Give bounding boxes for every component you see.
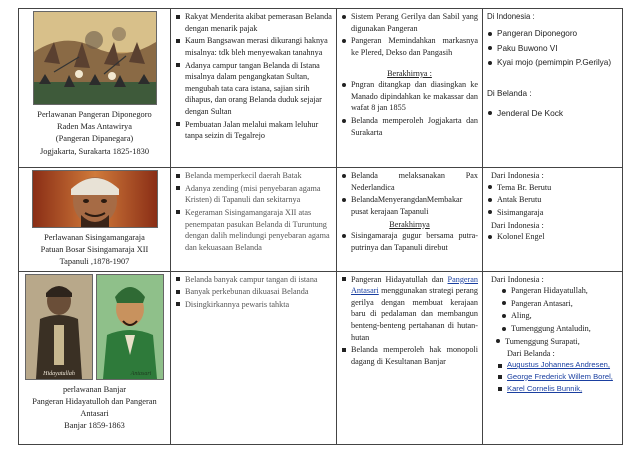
resistance-table (18, 8, 623, 445)
list-item: Disingkirkannya pewaris tahkta (175, 299, 332, 311)
list-item (497, 372, 618, 383)
events-cell (337, 9, 483, 168)
list-item: Rakyat Menderita akibat pemerasan Belanda dengan menarik pajak (175, 11, 332, 34)
hidayatullah-portrait (25, 274, 93, 380)
list-item (497, 360, 618, 371)
caption-line: Pangeran Hidayatulloh dan Pangeran Antasari (32, 396, 157, 418)
list-item: Tema Br. Berutu (487, 182, 618, 194)
list-item: Antak Berutu (487, 194, 618, 206)
list-item: Belanda memperoleh hak monopoli dagang di Kesultanan Banjar (341, 344, 478, 367)
list-item: Banyak perkebunan dikuasai Belanda (175, 286, 332, 298)
figures-heading: Dari Indonesia : (491, 220, 544, 230)
list-item (497, 384, 618, 395)
caption-line: Jogjakarta, Surakarta 1825-1830 (39, 146, 150, 156)
list-item: Sisimangaraja (487, 207, 618, 219)
list-item: Sistem Perang Gerilya dan Sabil yang digunakan Pangeran (341, 11, 478, 34)
list-item: Tumenggung Antaludin, (501, 323, 618, 335)
row-caption (23, 109, 166, 158)
event-text: Pangeran Hidayatullah dan (351, 274, 448, 284)
list-item: Kegeraman Sisingamangaraja XII atas penempatan pasukan Belanda di Turuntung dengan dalih melindungi penyebaran agama dan kekuasaan Belanda (175, 207, 332, 254)
caption-line: Raden Mas Antawirya (57, 122, 132, 132)
list-item: Sisingamaraja gugur bersama putra-putrinya dan Tapanuli direbut (341, 230, 478, 253)
list-item: Pangeran Diponegoro (487, 28, 618, 40)
image-cell (19, 168, 171, 272)
antasari-portrait (96, 274, 164, 380)
list-item: Pangeran Hidayatullah, (501, 285, 618, 297)
table-row (19, 271, 623, 444)
list-item: Pangeran Antasari, (501, 298, 618, 310)
list-item: Pangeran Memindahkan markasnya ke Plered, Dekso dan Pangasih (341, 35, 478, 58)
list-item: Belanda memperoleh Jogjakarta dan Surakarta (341, 115, 478, 138)
event-text: menggunakan strategi perang gerilya dengan membuat kerajaan baru di pedalaman dan membangun benteng-benteng pertahanan di hutan-hutan (351, 286, 478, 342)
causes-cell (171, 9, 337, 168)
figures-heading: Dari Belanda : (507, 349, 555, 359)
figures-heading: Dari Indonesia : (491, 171, 544, 180)
list-item: Kaum Bangsawan merasi dikurangi haknya misalnya: tdk bleh menyewakan tanahnya (175, 35, 332, 58)
events-cell (337, 271, 483, 444)
caption-line: Perlawanan Pangeran Diponegoro (37, 110, 152, 119)
caption-line: Perlawanan Sisingamangaraja (44, 233, 145, 242)
list-item (341, 274, 478, 344)
caption-line: (Pangeran Dipanegara) (55, 134, 134, 144)
list-item: Belanda memperkecil daerah Batak (175, 170, 332, 182)
andresen-link[interactable]: Augustus Johannes Andresen, (507, 360, 611, 370)
list-item: Kyai mojo (pemimpin P.Gerilya) (487, 57, 618, 69)
list-item: Jenderal De Kock (487, 108, 618, 120)
end-heading: Berakhirnya (389, 219, 430, 229)
figures-heading: Dari Indonesia : (491, 274, 544, 284)
bunnik-link[interactable]: Karel Cornelis Bunnik, (507, 383, 583, 393)
table-row (19, 9, 623, 168)
list-item: Paku Buwono VI (487, 43, 618, 55)
end-heading: Berakhirnya : (387, 68, 432, 78)
figures-cell (483, 168, 623, 272)
list-item: Pembuatan Jalan melalui makam leluhur tanpa seizin di Tegalrejo (175, 119, 332, 142)
portrait-label: Antasari (130, 370, 152, 377)
list-item: Belanda melaksanakan Pax Nederlandica (341, 170, 478, 193)
caption-line: Banjar 1859-1863 (64, 421, 125, 431)
list-item: BelandaMenyerangdanMembakar pusat kerajaan Tapanuli (341, 194, 478, 217)
list-item: Pngran ditangkap dan diasingkan ke Manado dipindahkan ke makassar dan wafat 8 jan 1855 (341, 79, 478, 114)
events-cell (337, 168, 483, 272)
figures-cell (483, 271, 623, 444)
list-item: Tumenggung Surapati, (495, 336, 618, 348)
image-cell (19, 271, 171, 444)
list-item: Belanda banyak campur tangan di istana (175, 274, 332, 286)
causes-cell (171, 168, 337, 272)
list-item: Kolonel Engel (487, 231, 618, 243)
row-caption (23, 384, 166, 433)
caption-line: Patuan Bosar Sisingamaraja XII (40, 245, 149, 255)
list-item: Aling, (501, 310, 618, 322)
figures-heading: Di Indonesia : (487, 12, 535, 21)
image-cell (19, 9, 171, 168)
list-item: Adanya campur tangan Belanda di Istana misalnya dalam pengangkatan Sultan, mengubah tata cara istana, sajian sirih dihapus, dan orang Belanda duduk sejajar dengan Sultan (175, 60, 332, 118)
sisingamangaraja-portrait (32, 170, 158, 228)
caption-line: Tapanuli ,1878-1907 (59, 257, 130, 267)
table-row (19, 168, 623, 272)
figures-heading: Di Belanda : (487, 88, 532, 98)
row-caption (23, 232, 166, 269)
list-item: Adanya zending (misi penyebaran agama Kristen) di Tapanuli dan sekitarnya (175, 183, 332, 206)
borel-link[interactable]: George Frederick Willem Borel, (507, 371, 613, 381)
portrait-label: Hidayatullah (43, 370, 75, 377)
causes-cell (171, 271, 337, 444)
antasari-link[interactable]: Pangeran Antasari (351, 274, 478, 296)
caption-line: perlawanan Banjar (62, 384, 126, 394)
figures-cell (483, 9, 623, 168)
diponegoro-battle-painting (33, 11, 157, 105)
